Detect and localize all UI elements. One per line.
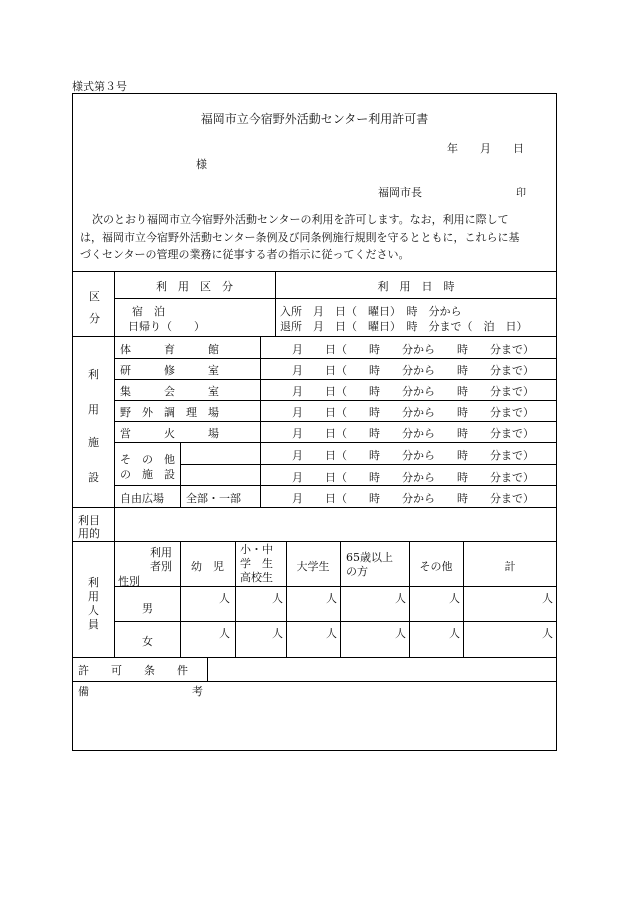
usage-datetime-header: 利 用 日 時 [377, 280, 455, 293]
facility-label-3: 施 [88, 436, 99, 449]
col-total: 計 [504, 560, 516, 573]
unit-label: 人 [542, 592, 553, 605]
facility-datetime: 月 日（ 時 分から 時 分まで） [292, 471, 534, 484]
purpose-label-1: 利目 [78, 514, 100, 527]
facility-datetime: 月 日（ 時 分から 時 分まで） [292, 385, 534, 398]
unit-label: 人 [326, 627, 337, 640]
checkin-line: 入所 月 日（ 曜日） 時 分から [280, 305, 462, 318]
unit-label: 人 [542, 627, 553, 640]
other-facility-label-2: の 施 設 [120, 468, 175, 481]
facility-label-4: 設 [88, 471, 99, 484]
body-line-1: 次のとおり福岡市立今宿野外活動センターの利用を許可します。なお，利用に際して [92, 213, 509, 226]
unit-label: 人 [449, 592, 460, 605]
unit-label: 人 [219, 592, 230, 605]
col-student: 小・中 学 生 高校生 [240, 543, 273, 584]
facility-name: 研 修 室 [120, 364, 219, 377]
stay-option: 宿 泊 [132, 305, 165, 318]
facility-datetime: 月 日（ 時 分から 時 分まで） [292, 343, 534, 356]
unit-label: 人 [219, 627, 230, 640]
row-female-label: 女 [142, 635, 153, 648]
facility-name: 営 火 場 [120, 427, 219, 440]
facility-label-2: 用 [88, 403, 99, 416]
unit-label: 人 [272, 627, 283, 640]
facility-datetime: 月 日（ 時 分から 時 分まで） [292, 364, 534, 377]
users-label-3: 人 [88, 604, 99, 617]
corner-header-3: 性別 [118, 575, 140, 588]
corner-header-1: 利用 [150, 546, 172, 559]
plaza-name: 自由広場 [120, 492, 164, 505]
unit-label: 人 [326, 592, 337, 605]
kubun-label-2: 分 [89, 312, 100, 325]
facility-datetime: 月 日（ 時 分から 時 分まで） [292, 427, 534, 440]
unit-label: 人 [395, 592, 406, 605]
remarks-label-1: 備 [78, 685, 89, 698]
body-line-2: は，福岡市立今宿野外活動センター条例及び同条例施行規則を守るとともに，これらに基 [80, 231, 520, 244]
facility-label-1: 利 [88, 368, 99, 381]
body-line-3: づくセンターの管理の業務に従事する者の指示に従ってください。 [80, 248, 410, 261]
form-number: 様式第３号 [72, 80, 127, 93]
facility-datetime: 月 日（ 時 分から 時 分まで） [292, 492, 534, 505]
facility-name: 野 外 調 理 場 [120, 406, 219, 419]
facility-datetime: 月 日（ 時 分から 時 分まで） [292, 449, 534, 462]
daytrip-option: 日帰り（ ） [128, 320, 205, 333]
checkout-line: 退所 月 日（ 曜日） 時 分まで（ 泊 日） [280, 320, 528, 333]
purpose-label-2: 用的 [78, 527, 100, 540]
facility-name: 集 会 室 [120, 385, 219, 398]
users-label-4: 員 [88, 618, 99, 631]
users-label-2: 用 [88, 590, 99, 603]
unit-label: 人 [395, 627, 406, 640]
unit-label: 人 [449, 627, 460, 640]
remarks-label-2: 考 [192, 685, 203, 698]
conditions-label: 許 可 条 件 [78, 664, 188, 677]
kubun-label-1: 区 [89, 290, 100, 303]
date-line: 年 月 日 [447, 142, 524, 155]
permit-form [72, 93, 557, 751]
usage-type-header: 利 用 区 分 [156, 280, 233, 293]
col-university: 大学生 [296, 560, 330, 573]
users-label-1: 利 [88, 576, 99, 589]
issuer-name: 福岡市長 [378, 186, 422, 199]
corner-header-2: 者別 [150, 560, 172, 573]
facility-name: 体 育 館 [120, 343, 219, 356]
unit-label: 人 [272, 592, 283, 605]
seal-mark: 印 [516, 188, 526, 199]
col-senior: 65歳以上 の方 [346, 551, 393, 578]
plaza-option: 全部・一部 [186, 492, 241, 505]
col-other: その他 [419, 560, 453, 573]
other-facility-label-1: そ の 他 [120, 453, 175, 466]
addressee-suffix: 様 [196, 158, 207, 171]
col-infant: 幼 児 [191, 560, 224, 573]
row-male-label: 男 [142, 602, 153, 615]
form-title: 福岡市立今宿野外活動センター利用許可書 [200, 112, 429, 126]
facility-datetime: 月 日（ 時 分から 時 分まで） [292, 406, 534, 419]
